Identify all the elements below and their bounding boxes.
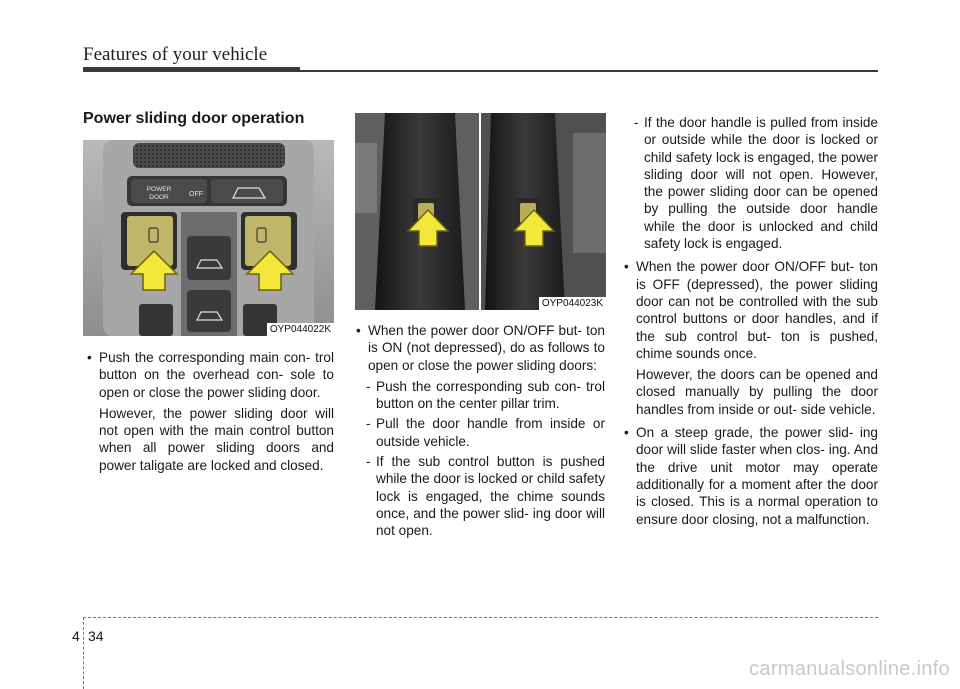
center-pillar-figure: [355, 113, 606, 310]
col2-bullet-1: • When the power door ON/OFF but- ton is ON (not depressed), do as follows to open or close the power sliding doors:: [356, 322, 605, 374]
overhead-console-figure: [83, 140, 334, 336]
column-3: [624, 112, 878, 532]
col3-bullet-2: • On a steep grade, the power slid- ing door will slide faster when clos- ing. And the drive unit motor may operate additionally for a moment after the door is closed. This is a normal operation to ensure door closing, not a malfunction.: [624, 424, 878, 528]
page-number: 34: [88, 628, 104, 644]
col2-sub-2: - Pull the door handle from inside or outside vehicle.: [366, 416, 605, 449]
overhead-figure-code: OYP044022K: [267, 323, 334, 336]
col2-sub-3-text: If the sub control button is pushed while the door is locked or child safety lock is engaged, the chime sounds once, and the power slid- ing door will not open.: [376, 454, 605, 539]
overhead-console-illustration: [83, 140, 334, 336]
power-door-label-1: POWER: [146, 186, 172, 193]
col3-bullet-1: • When the power door ON/OFF but- ton is OFF (depressed), the power sliding door can not be controlled with the sub control buttons or door handles, and if the sub control but- ton is pushed, chime sounds once.: [624, 258, 878, 362]
footer-vline: [83, 617, 84, 689]
pillar-figure-code: OYP044023K: [539, 297, 606, 310]
header-rule-thick: [83, 67, 300, 72]
header-title: Features of your vehicle: [83, 44, 268, 65]
col3-sub-1-text: If the door handle is pulled from inside or outside while the door is locked or child safety lock is engaged, the power sliding door will not open. However, the power sliding door can be opened by pulling the outside door handle while the door is unlocked and child safety lock is engaged.: [644, 115, 878, 252]
col2-sub-1-text: Push the corresponding sub con- trol button on the center pillar trim.: [376, 378, 605, 412]
power-door-label-2: DOOR: [149, 194, 169, 201]
col1-para-1: However, the power sliding door will not open with the main control button when all power sliding doors and power taligate are locked and closed.: [99, 405, 334, 473]
col2-sub-3: - If the sub control button is pushed while the door is locked or child safety lock is engaged, the chime sounds once, and the power slid- ing door will not open.: [366, 454, 605, 539]
center-pillar-illustration: [355, 113, 606, 310]
column-1: [87, 349, 334, 474]
col3-sub-1: - If the door handle is pulled from inside or outside while the door is locked or child safety lock is engaged, the power sliding door will not open. However, the power sliding door can be opened by pulling the outside door handle while the door is unlocked and child safety lock is engaged.: [634, 115, 878, 252]
off-label: OFF: [189, 191, 203, 198]
section-title: Power sliding door operation: [83, 110, 305, 127]
page-chapter: 4: [72, 628, 80, 644]
watermark: carmanualsonline.info: [749, 658, 950, 680]
header-rule-thin: [300, 70, 878, 72]
footer-hline: [83, 617, 878, 618]
col1-bullet-1: • Push the corresponding main con- trol button on the overhead con- sole to open or close the power sliding door.: [87, 349, 334, 401]
col2-sub-1: - Push the corresponding sub con- trol button on the center pillar trim.: [366, 378, 605, 412]
column-2: [356, 322, 605, 543]
col3-para-1: However, the doors can be opened and closed manually by pulling the door handles from inside or out- side vehicle.: [636, 367, 878, 417]
col2-sub-2-text: Pull the door handle from inside or outside vehicle.: [376, 416, 605, 449]
